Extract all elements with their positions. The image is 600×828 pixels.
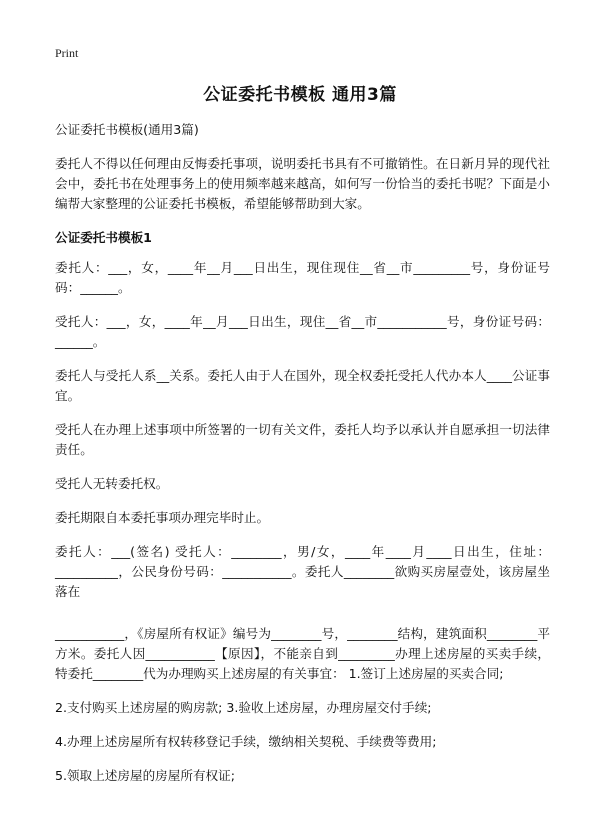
section-heading: 公证委托书模板1 xyxy=(55,230,152,245)
paragraph-liability: 受托人在办理上述事项中所签署的一切有关文件，委托人均予以承认并自愿承担一切法律责任。 xyxy=(55,422,550,457)
paragraph-no-subdelegation: 受托人无转委托权。 xyxy=(55,476,169,491)
print-link[interactable]: Print xyxy=(55,46,79,60)
paragraph-relationship: 委托人与受托人系__关系。委托人由于人在国外，现全权委托受托人代办本人____公证事宜。 xyxy=(55,368,550,403)
intro-paragraph: 委托人不得以任何理由反悔委托事项，说明委托书具有不可撤销性。在日新月异的现代社会中，委托书在处理事务上的使用频率越来越高，如何写一份恰当的委托书呢？下面是小编帮大家整理的公证委托书模板，希望能够帮助到大家。 xyxy=(55,156,550,211)
list-item: 5.领取上述房屋的房屋所有权证; xyxy=(55,768,235,783)
paragraph-agent: 受托人：___，女，____年__月___日出生，现住__省__市___________号，身份证号码：______。 xyxy=(55,314,550,349)
document-subtitle: 公证委托书模板(通用3篇) xyxy=(55,122,199,137)
paragraph-term: 委托期限自本委托事项办理完毕时止。 xyxy=(55,510,270,525)
paragraph-signatures: 委托人：___(签名) 受托人：________，男/女，____年____月____日出生，住址：__________，公民身份号码：___________。委托人________欲购买房屋壹处，该房屋坐落在 xyxy=(55,544,550,599)
paragraph-property: ___________，《房屋所有权证》编号为________号，________结构，建筑面积________平方米。委托人因___________【原因】，不能亲自到_________办理上述房屋的买卖手续，特委托________代为办理购买上述房屋的有关事宜： 1.签订上述房屋的买卖合同; xyxy=(55,626,550,681)
page-title: 公证委托书模板 通用3篇 xyxy=(203,85,397,105)
list-item: 4.办理上述房屋所有权转移登记手续，缴纳相关契税、手续费等费用; xyxy=(55,734,437,749)
paragraph-principal: 委托人：___，女，____年__月___日出生，现住现住__省__市_________号，身份证号码：______。 xyxy=(55,260,550,295)
list-item: 2.支付购买上述房屋的购房款; 3.验收上述房屋，办理房屋交付手续; xyxy=(55,700,432,715)
document-body xyxy=(55,120,550,800)
